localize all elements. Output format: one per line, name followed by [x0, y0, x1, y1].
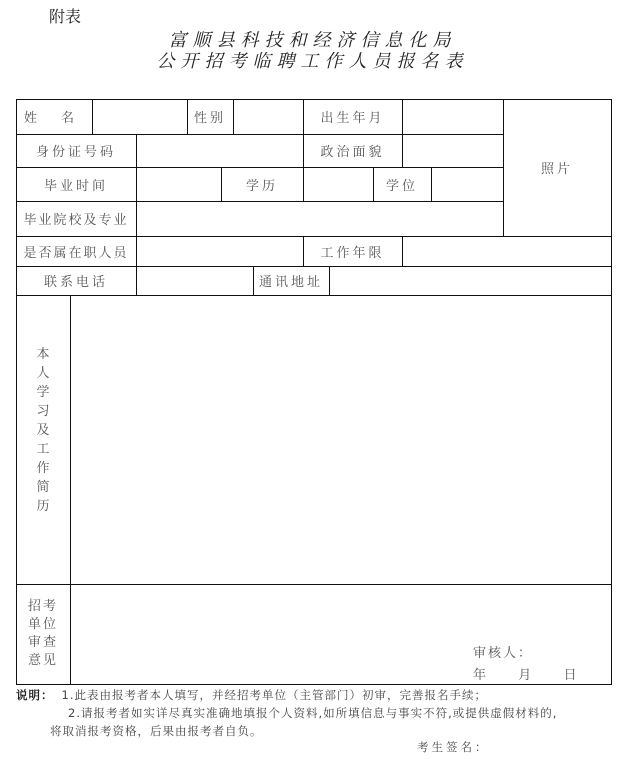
notes-section [16, 686, 616, 740]
label-name: 姓 名 [23, 111, 85, 126]
label-work-years: 工作年限 [320, 245, 385, 261]
note-item-1: 1.此表由报考者本人填写，并经招考单位（主管部门）初审，完善报名手续； [61, 688, 487, 702]
note-item-2b: 将取消报考资格，后果由报考者自负。 [50, 724, 263, 738]
label-school-major: 毕业院校及专业 [23, 213, 129, 228]
phone-field[interactable] [137, 267, 253, 295]
resume-char: 工 [36, 442, 50, 457]
label-resume [16, 345, 70, 516]
label-political-status: 政治面貌 [320, 145, 385, 160]
note-item-2a: 2.请报考者如实详尽真实准确地填报个人资料,如所填信息与事实不符,或提供虚假材料的, [68, 706, 558, 720]
review-label-line: 招考 [27, 599, 58, 614]
label-address: 通讯地址 [258, 275, 323, 290]
resume-char: 习 [36, 404, 50, 419]
review-date [473, 664, 577, 683]
resume-char: 简 [36, 480, 50, 495]
address-field[interactable] [330, 267, 611, 295]
review-label-line: 意见 [27, 653, 58, 668]
candidate-signature-label: 考生签名： [417, 740, 490, 754]
review-label-line: 单位 [27, 617, 58, 632]
photo-area[interactable]: 照片 [540, 162, 573, 177]
label-phone: 联系电话 [43, 275, 108, 290]
id-number-field[interactable] [137, 135, 303, 167]
table-border-bottom [16, 684, 612, 685]
resume-char: 学 [36, 385, 50, 400]
name-field[interactable] [93, 100, 187, 134]
school-major-field[interactable] [137, 202, 503, 236]
education-field[interactable] [304, 168, 373, 201]
employed-field[interactable] [137, 237, 303, 266]
work-years-field[interactable] [403, 237, 611, 266]
year-label: 年 [473, 668, 487, 683]
resume-char: 本 [36, 347, 50, 362]
resume-char: 作 [36, 461, 50, 476]
month-label: 月 [518, 668, 532, 683]
label-review-opinion [16, 598, 70, 670]
degree-field[interactable] [432, 168, 503, 201]
resume-char: 人 [36, 366, 50, 381]
title-line-2: 公开招考临聘工作人员报名表 [156, 51, 469, 72]
label-graduation-time: 毕业时间 [43, 178, 108, 194]
day-label: 日 [563, 668, 577, 683]
reviewer-label: 审核人： [473, 646, 534, 661]
resume-char: 及 [36, 423, 50, 438]
gender-field[interactable] [234, 100, 303, 134]
label-employed: 是否属在职人员 [23, 245, 129, 261]
label-id-number: 身份证号码 [35, 145, 116, 160]
appendix-label: 附表 [49, 7, 82, 26]
birth-date-field[interactable] [403, 100, 503, 134]
title-line-1: 富顺县科技和经济信息化局 [168, 30, 457, 51]
resume-field[interactable] [71, 296, 611, 584]
label-education: 学历 [245, 178, 278, 194]
notes-label: 说明： [16, 688, 54, 702]
table-border-right [611, 99, 612, 685]
label-birth-date: 出生年月 [320, 111, 385, 126]
label-gender: 性别 [193, 111, 226, 126]
graduation-time-field[interactable] [137, 168, 221, 201]
review-label-line: 审查 [27, 635, 58, 650]
political-status-field[interactable] [403, 135, 503, 167]
label-degree: 学位 [385, 178, 418, 194]
resume-char: 历 [36, 499, 50, 514]
